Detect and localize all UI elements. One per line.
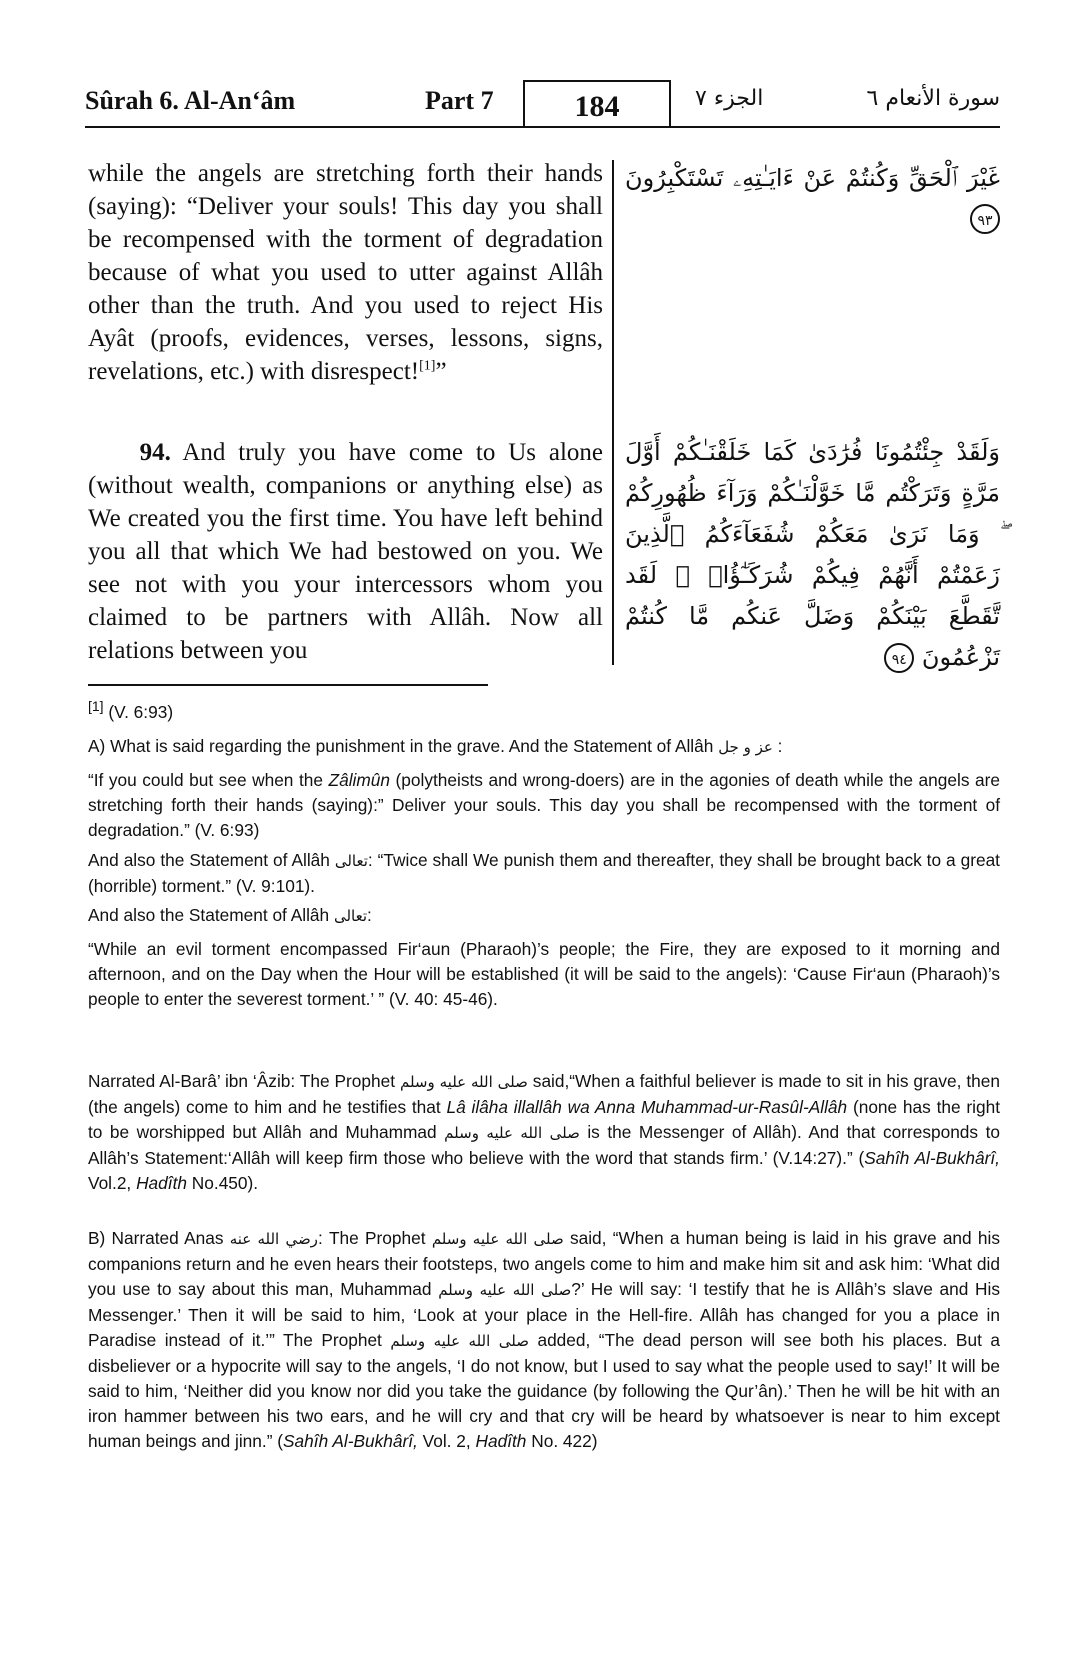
footnote-paragraph — [88, 903, 1000, 929]
italic-term: Zâlimûn — [328, 770, 390, 790]
text: (polytheists and wrong-doers) are in the agonies of death while the angels are stretching forth their hands (saying):” Deliver your souls. This day you shall be recompensed with the torment of degradation.” (V. 6:93) — [88, 770, 1000, 840]
italic-term: Lâ ilâha illallâh wa Anna Muhammad-ur-Rasûl-Allâh — [446, 1097, 848, 1117]
text: : The Prophet — [317, 1228, 426, 1248]
arabic-verse-94 — [625, 432, 1000, 678]
footnote-paragraph — [88, 734, 1000, 760]
footnote-ref: (V. 6:93) — [108, 702, 174, 722]
footnote-marker: [1] — [419, 358, 436, 374]
arabic-text: غَيْرَ ٱلْحَقِّ وَكُنتُمْ عَنْ ءَايَـٰتِهِۦ تَسْتَكْبِرُونَ — [625, 164, 1000, 192]
translation-block-94 — [88, 436, 603, 667]
italic-term: Hadîth — [475, 1431, 527, 1451]
footnote-paragraph — [88, 1069, 1000, 1196]
footnote-rule — [88, 684, 488, 686]
arabic-honorific: تعالى — [333, 907, 368, 925]
surah-title-ar: سورة الأنعام ٦ — [866, 86, 1000, 111]
text: No.450). — [191, 1173, 259, 1193]
verse-number: 94. — [139, 439, 171, 466]
text: “If you could but see when the — [88, 770, 323, 790]
text: (none has the right to be worshipped but Allâh and Muhammad — [88, 1097, 1001, 1142]
text: is the Messenger of Allâh). And that corresponds to Allâh’s Statement:‘Allâh will keep firm those who believe with the word that stands firm.’ (V.14:27).” ( — [88, 1122, 1000, 1168]
italic-term: Hadîth — [136, 1173, 187, 1193]
surah-title-en: Sûrah 6. Al-An‘âm — [85, 86, 296, 115]
part-label-ar: الجزء ٧ — [695, 86, 764, 111]
footnote-paragraph — [88, 1226, 1000, 1454]
arabic-honorific: صلى الله عليه وسلم — [444, 1124, 580, 1142]
text: : — [777, 736, 783, 756]
text: ?’ He will say: ‘I testify that he is Allâh’s slave and His Messenger.’ Then it will be said to him, ‘Look at your place in the Hell-fire. Allâh has changed for you a place in Paradise instead of it.’” The Prophet — [88, 1279, 1000, 1350]
text: said,“When a faithful believer is made to sit in his grave, then (the angels) come to him and he testifies that — [88, 1071, 1001, 1117]
footnote-paragraph — [88, 848, 1000, 899]
text: No. 422) — [531, 1431, 598, 1451]
text: : “Twice shall We punish them and thereafter, they shall be brought back to a great (horrible) torment.” (V. 9:101). — [88, 850, 1000, 896]
text: Vol. 2, — [422, 1431, 471, 1451]
closing-quote: ” — [435, 358, 447, 385]
arabic-verse-93 — [625, 158, 1000, 238]
column-divider — [612, 160, 614, 665]
arabic-honorific: عز و جل — [718, 738, 773, 756]
text: : — [367, 905, 372, 925]
translation-block-93 — [88, 157, 603, 388]
arabic-honorific: صلى الله عليه وسلم — [431, 1230, 564, 1248]
page-number: 184 — [523, 80, 671, 126]
text: And also the Statement of Allâh — [88, 850, 330, 870]
ayah-number-marker: ٩٤ — [884, 643, 914, 673]
arabic-honorific: صلى الله عليه وسلم — [438, 1281, 572, 1299]
footnote-reference — [88, 700, 1000, 725]
italic-term: Sahîh Al-Bukhârî, — [283, 1431, 418, 1451]
text: And also the Statement of Allâh — [88, 905, 330, 925]
arabic-text: وَلَقَدْ جِئْتُمُونَا فُرَٰدَىٰ كَمَا خَلَقْنَـٰكُمْ أَوَّلَ مَرَّةٍ وَتَرَكْتُم مَّا خَوَّلْنَـٰكُمْ وَرَآءَ ظُهُورِكُمْ ۖ وَمَا نَرَىٰ مَعَكُمْ شُفَعَآءَكُمُ ٱلَّذِينَ زَعَمْتُمْ أَنَّهُمْ فِيكُمْ شُرَكَـٰٓؤُا۟ ۚ لَقَد تَّقَطَّعَ بَيْنَكُمْ وَضَلَّ عَنكُم مَّا كُنتُمْ تَزْعُمُونَ — [625, 438, 1000, 671]
translation-text: while the angels are stretching forth their hands (saying): “Deliver your souls! This day you shall be recompensed with the torment of degradation because of what you used to utter against Allâh other than the truth. And you used to reject His Ayât (proofs, evidences, verses, lessons, signs, revelations, etc.) with disrespect! — [88, 160, 603, 385]
arabic-honorific: تعالى — [334, 852, 368, 870]
translation-text: And truly you have come to Us alone (without wealth, companions or anything else) as We created you the first time. You have left behind you all that which We had bestowed on you. We see not with you your intercessors whom you claimed to be partners with Allâh. Now all relations between you — [88, 439, 604, 664]
ayah-number-marker: ٩٣ — [970, 204, 1000, 234]
arabic-honorific: صلى الله عليه وسلم — [399, 1073, 528, 1091]
text: Vol.2, — [88, 1173, 132, 1193]
page-header — [85, 80, 1000, 128]
footnote-paragraph — [88, 937, 1000, 1012]
text: added, “The dead person will see both his places. But a disbeliever or a hypocrite will say to the angels, ‘I do not know, but I used to say what the people used to say!’ It will be said to him, ‘Neither did you know nor did you take the guidance (by following the Qur’ân).’ Then he will be hit with an iron hammer between his two ears, and he will cry and that cry will be heard by whatsoever is near to him except human beings and jinn.” ( — [88, 1330, 1000, 1451]
text: said, “When a human being is laid in his grave and his companions return and he even hears their footsteps, two angels come to him and make him sit and ask him: ‘What did you use to say about this man, Muhammad — [88, 1228, 1000, 1299]
footnote-marker: [1] — [88, 698, 104, 715]
footnote-paragraph — [88, 768, 1000, 843]
arabic-honorific: صلى الله عليه وسلم — [390, 1332, 529, 1350]
arabic-honorific: رضي الله عنه — [229, 1230, 318, 1248]
text: “While an evil torment encompassed Fir‘aun (Pharaoh)’s people; the Fire, they are exposed to it morning and afternoon, and on the Day when the Hour will be established (it will be said to the angels): ‘Cause Fir‘aun (Pharaoh)’s people to enter the severest torment.’ ” (V. 40: 45-46). — [88, 939, 1000, 1009]
part-label-en: Part 7 — [425, 86, 494, 115]
text: Narrated Al-Barâ’ ibn ‘Âzib: The Prophet — [88, 1071, 396, 1091]
text: B) Narrated Anas — [88, 1228, 224, 1248]
text: A) What is said regarding the punishment in the grave. And the Statement of Allâh — [88, 736, 714, 756]
italic-term: Sahîh Al-Bukhârî, — [864, 1148, 1000, 1168]
